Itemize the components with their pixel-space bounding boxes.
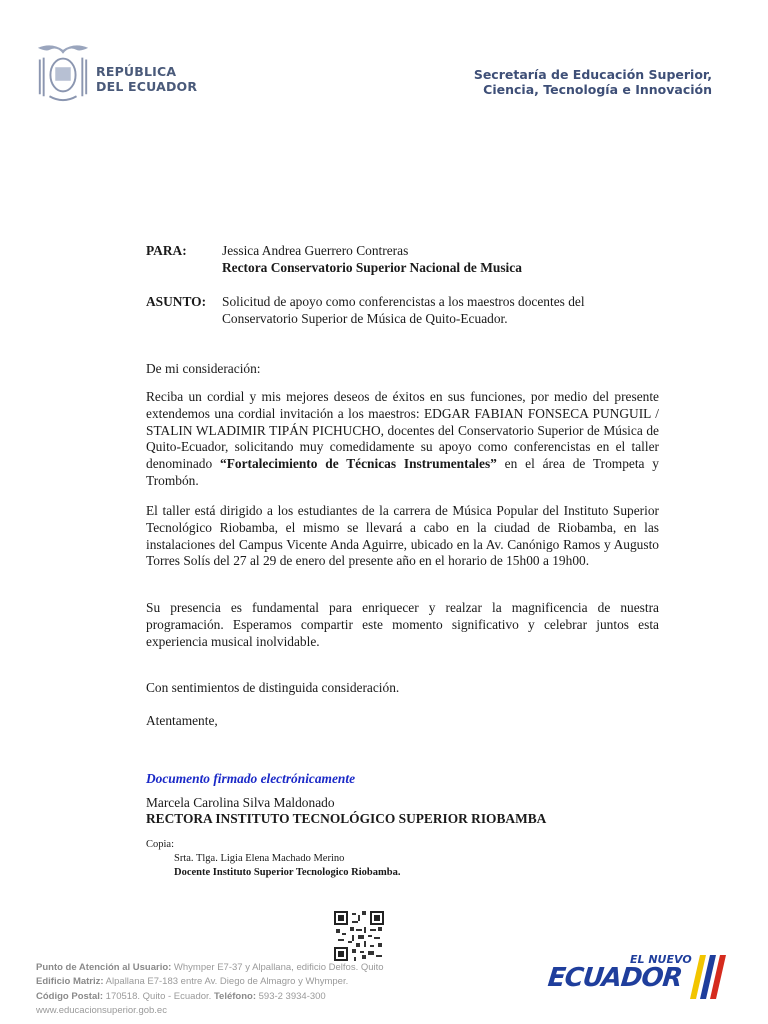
asunto-line-1: Solicitud de apoyo como conferencistas a los maestros docentes del bbox=[222, 294, 585, 309]
para-label: PARA: bbox=[146, 243, 187, 258]
signer-name: Marcela Carolina Silva Maldonado bbox=[146, 795, 335, 810]
el-nuevo-ecuador-logo: EL NUEVO ECUADOR bbox=[548, 953, 733, 1001]
republica-logo-text: REPÚBLICA DEL ECUADOR bbox=[96, 64, 198, 94]
asunto-label: ASUNTO: bbox=[146, 294, 207, 309]
footer-contact: Punto de Atención al Usuario: Whymper E7-37 y Alpallana, edificio Delfos. Quito Edificio Matriz: Alpallana E7-183 entre Av. Diego de Almagro y Whymper. Código Postal: 170518. Quito - Ecuador. Teléfono: 593-2 3934-300 www.educacionsuperior.gob.ec bbox=[36, 961, 384, 1018]
asunto-line-2: Conservatorio Superior de Música de Quito-Ecuador. bbox=[222, 311, 508, 326]
signer-title: RECTORA INSTITUTO TECNOLÓGICO SUPERIOR RIOBAMBA bbox=[146, 811, 547, 826]
para-name: Jessica Andrea Guerrero Contreras bbox=[222, 243, 409, 258]
paragraph-2: El taller está dirigido a los estudiantes de la carrera de Música Popular del Instituto Superior Tecnológico Riobamba, el mismo se llevará a cabo en la ciudad de Riobamba, en las instalaciones del Campus Vicente Anda Aguirre, ubicado en la Av. Canónigo Ramos y Augusto Torres Solís del 27 al 29 de enero del presente año en el horario de 15h00 a 19h00. bbox=[146, 503, 659, 569]
website-link[interactable]: www.educacionsuperior.gob.ec bbox=[36, 1004, 167, 1016]
signed-electronically-note: Documento firmado electrónicamente bbox=[146, 771, 356, 786]
secretaria-header-text: Secretaría de Educación Superior, Ciencia, Tecnología e Innovación bbox=[473, 67, 712, 97]
greeting: De mi consideración: bbox=[146, 361, 261, 376]
para-title: Rectora Conservatorio Superior Nacional de Musica bbox=[222, 260, 522, 275]
qr-code-icon bbox=[334, 911, 384, 961]
ecuador-flag-stripes-icon bbox=[690, 955, 732, 999]
copia-label: Copia: bbox=[146, 839, 174, 850]
coat-of-arms-icon bbox=[34, 40, 92, 108]
atentamente: Atentamente, bbox=[146, 713, 218, 728]
copia-name: Srta. Tlga. Ligia Elena Machado Merino bbox=[174, 853, 345, 864]
copia-title: Docente Instituto Superior Tecnologico Riobamba. bbox=[174, 867, 401, 878]
paragraph-3: Su presencia es fundamental para enriquecer y realzar la magnificencia de nuestra programación. Esperamos compartir este momento significativo y celebrar juntos esta experiencia musical inolvidable. bbox=[146, 600, 659, 649]
closing-line: Con sentimientos de distinguida consideración. bbox=[146, 680, 400, 695]
paragraph-1: Reciba un cordial y mis mejores deseos de éxitos en sus funciones, por medio del presente extendemos una cordial invitación a los maestros: EDGAR FABIAN FONSECA PUNGUIL / STALIN WLADIMIR TIPÁN PICHUCHO, docentes del Conservatorio Superior de Música de Quito-Ecuador, solicitando muy comedidamente su apoyo como conferencistas en el taller denominado “Fortalecimiento de Técnicas Instrumentales” en el área de Trompeta y Trombón. bbox=[146, 389, 660, 488]
